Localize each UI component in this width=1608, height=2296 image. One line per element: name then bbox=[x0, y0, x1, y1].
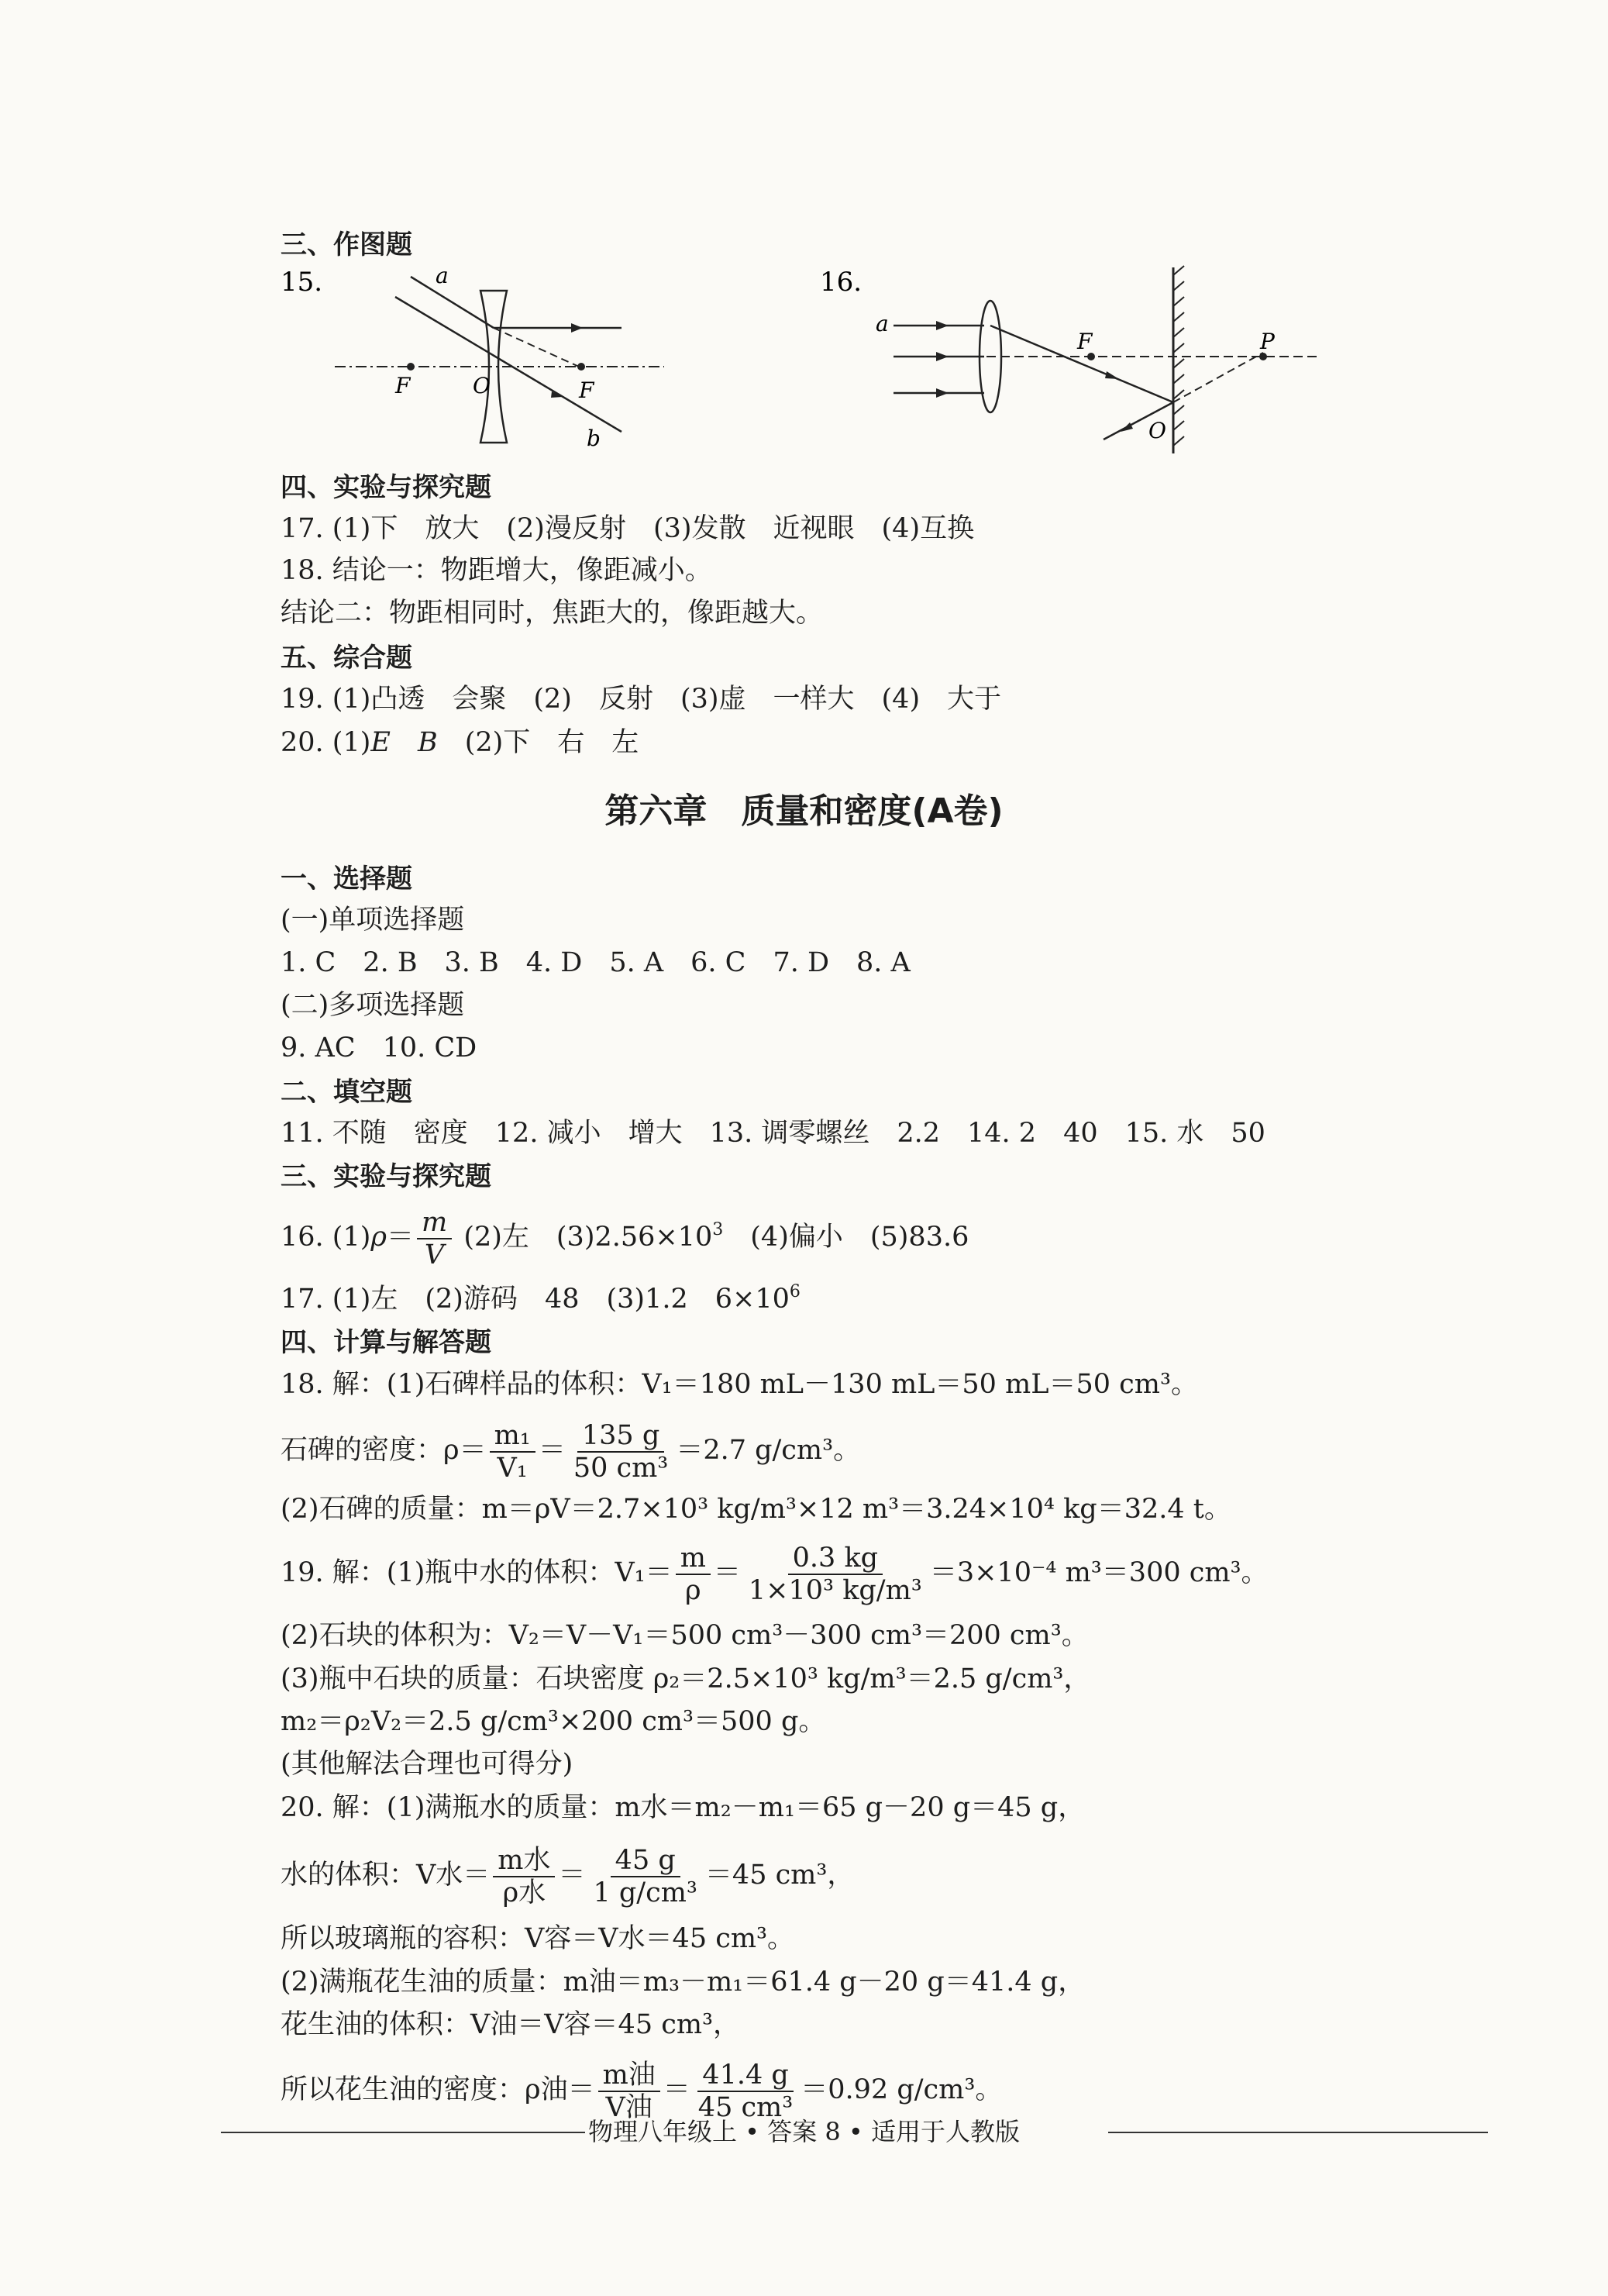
virtual-extension bbox=[1173, 353, 1263, 402]
footer-rule-left bbox=[221, 2132, 585, 2133]
ray-2-arrow bbox=[936, 352, 949, 361]
answer-18-conclusion-1: 18. 结论一：物距增大，像距减小。 bbox=[281, 555, 712, 586]
fill-answers: 11. 不随 密度 12. 减小 增大 13. 调零螺丝 2.2 14. 2 40 15. 水 50 bbox=[281, 1118, 1265, 1149]
label-b: b bbox=[587, 426, 601, 451]
section-fill-title: 二、填空题 bbox=[281, 1077, 412, 1108]
page-footer bbox=[0, 2112, 1608, 2148]
figure-16 bbox=[820, 260, 1324, 461]
footer-rule-right bbox=[1108, 2132, 1488, 2133]
answer-19: 19. (1)凸透 会聚 (2) 反射 (3)虚 一样大 (4) 大于 bbox=[281, 684, 1002, 715]
label-O: O bbox=[1148, 418, 1166, 443]
answer-17: 17. (1)下 放大 (2)漫反射 (3)发散 近视眼 (4)互换 bbox=[281, 513, 975, 544]
answer-19-volume: 19. 解：(1)瓶中水的体积：V₁＝ $\frac{m}{\rho}$ ＝ $\frac{0.3 kg}{\text{1×10³ kg/m³}}$ ＝3×10⁻⁴ m³＝300 cm³。 bbox=[281, 1542, 1269, 1606]
section-choice-title: 一、选择题 bbox=[281, 864, 412, 895]
multi-choice-title: (二)多项选择题 bbox=[281, 990, 465, 1021]
answer-18-conclusion-2: 结论二：物距相同时，焦距大的，像距越大。 bbox=[281, 598, 824, 629]
label-F-left: F bbox=[395, 373, 411, 398]
answer-19-stone-volume: (2)石块的体积为：V₂＝V－V₁＝500 cm³－300 cm³＝200 cm³。 bbox=[281, 1620, 1089, 1651]
ray-b bbox=[395, 297, 622, 432]
answer-18-volume: 18. 解：(1)石碑样品的体积：V₁＝180 mL－130 mL＝50 mL＝50 cm³。 bbox=[281, 1369, 1198, 1400]
answer-20-water-mass: 20. 解：(1)满瓶水的质量：m水＝m₂－m₁＝65 g－20 g＝45 g， bbox=[281, 1792, 1086, 1823]
ray-a-arrow bbox=[571, 323, 583, 333]
answer-20-oil-volume: 花生油的体积：V油＝V容＝45 cm³， bbox=[281, 2009, 741, 2040]
focus-right bbox=[577, 363, 585, 371]
concave-lens-diagram bbox=[281, 260, 683, 461]
fig16-number: 16. bbox=[820, 267, 863, 298]
label-a: a bbox=[436, 263, 449, 288]
answer-18-mass: (2)石碑的质量：m＝ρV＝2.7×10³ kg/m³×12 m³＝3.24×10⁴ kg＝32.4 t。 bbox=[281, 1494, 1231, 1525]
label-F-right: F bbox=[579, 377, 594, 403]
answer-18-density: 石碑的密度：ρ＝ $\frac{\text{m₁}}{\text{V₁}}$ ＝ $\frac{135 g}{\text{50 cm³}}$ ＝2.7 g/cm³。 bbox=[281, 1419, 861, 1484]
footer-text: 物理八年级上 • 答案 8 • 适用于人教版 bbox=[588, 2117, 1020, 2146]
answer-17-ch6: 17. (1)左 (2)游码 48 (3)1.2 $6\times 10^6$ bbox=[281, 1282, 801, 1315]
answer-20-water-volume: 水的体积：V水＝ $\frac{\text{m水}}{\text{ρ水}}$ ＝ $\frac{45 g}{\text{1 g/cm³}}$ ＝45 cm³， bbox=[281, 1844, 855, 1908]
answer-19-stone-density: (3)瓶中石块的质量：石块密度 ρ₂＝2.5×10³ kg/m³＝2.5 g/cm³， bbox=[281, 1663, 1091, 1694]
ray-a-incident bbox=[411, 277, 494, 328]
single-choice-answers: 1. C 2. B 3. B 4. D 5. A 6. C 7. D 8. A bbox=[281, 947, 911, 978]
multi-choice-answers: 9. AC 10. CD bbox=[281, 1033, 477, 1064]
answer-20: 20. (1)E B (2)下 右 左 bbox=[281, 727, 639, 758]
label-a: a bbox=[876, 311, 889, 336]
answer-20-oil-density: 所以花生油的密度：ρ油＝ $\frac{\text{m油}}{\text{V油}}$ ＝ $\frac{41.4 g}{\text{45 cm³}}$ ＝0.92 g/cm³。 bbox=[281, 2059, 1003, 2123]
section-experiment-title: 四、实验与探究题 bbox=[281, 472, 491, 503]
section-comprehensive-title: 五、综合题 bbox=[281, 643, 412, 674]
answer-16-ch6: 16. (1)ρ＝ $\frac{m}{V}$ (2)左 $(3)2.56\times 10^3$ (4)偏小 (5)83.6 bbox=[281, 1206, 969, 1270]
chapter-title: 第六章 质量和密度(A卷) bbox=[604, 791, 1004, 831]
answer-20-capacity: 所以玻璃瓶的容积：V容＝V水＝45 cm³。 bbox=[281, 1923, 795, 1954]
focus-left bbox=[407, 363, 415, 371]
label-O: O bbox=[473, 373, 491, 398]
fig15-number: 15. bbox=[281, 267, 323, 298]
single-choice-title: (一)单项选择题 bbox=[281, 905, 465, 936]
section-experiment-title-2: 三、实验与探究题 bbox=[281, 1161, 491, 1192]
convex-lens-mirror-diagram bbox=[820, 260, 1324, 461]
figure-15 bbox=[281, 260, 683, 461]
label-F: F bbox=[1077, 329, 1093, 354]
answer-19-stone-mass: m₂＝ρ₂V₂＝2.5 g/cm³×200 cm³＝500 g。 bbox=[281, 1706, 826, 1737]
ray-a-extension bbox=[494, 328, 579, 367]
ray-3-arrow bbox=[936, 388, 949, 398]
ray-1-arrow bbox=[936, 321, 949, 330]
section-calculation-title: 四、计算与解答题 bbox=[281, 1327, 491, 1358]
section-drawing-title: 三、作图题 bbox=[281, 229, 412, 260]
label-P: P bbox=[1260, 329, 1275, 354]
answer-20-oil-mass: (2)满瓶花生油的质量：m油＝m₃－m₁＝61.4 g－20 g＝41.4 g， bbox=[281, 1967, 1086, 1998]
ray-refracted-arrow bbox=[1105, 371, 1119, 379]
answer-19-note: (其他解法合理也可得分) bbox=[281, 1749, 573, 1780]
